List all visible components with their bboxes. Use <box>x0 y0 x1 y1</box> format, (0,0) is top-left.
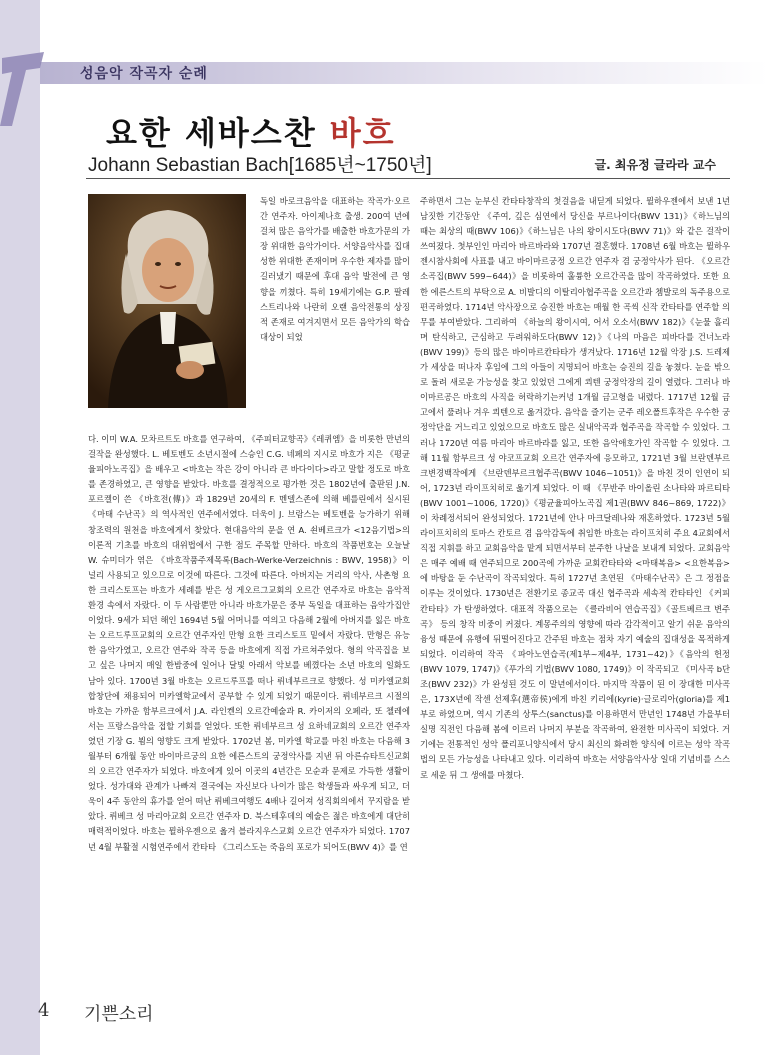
page-number: 4 <box>38 1000 50 1021</box>
decorative-letter-mark <box>0 48 46 128</box>
composer-portrait-icon <box>88 194 246 408</box>
article-column-1-top: 독일 바로크음악을 대표하는 작곡가·오르간 연주자. 아이제나흐 출생. 200여 년에 걸쳐 많은 음악가를 배출한 바흐가문의 가장 위대한 음악가이다. 서양음악사를 집대성한 위대한 존재이며 우수한 제자를 많이 길러냈기 때문에 후대 음악 발전에 큰 영향을 끼쳤다. 특히 19세기에는 G.P. 팔레스트리나와 나란히 오랜 음악전통의 상징적 존재로 여겨지면서 모든 음악가의 학습 대상이 되었 <box>260 196 410 342</box>
title-divider <box>86 178 730 179</box>
article-column-2: 주하면서 그는 눈부신 칸타타창작의 첫걸음을 내딛게 되었다. 뮐하우젠에서 보낸 1년 남짓한 기간동안 《주여, 깊은 심연에서 당신을 부르나이다(BWV 131)》《하느님의 때는 최상의 때(BWV 106)》《하느님은 나의 왕이시도다(BWV 71)》와 같은 걸작이 쓰여졌다. 첫부인인 마리아 바르바라와 1707년 결혼했다. 1708년 6월 바흐는 뮐하우젠시참사회에 사표를 내고 바이마르궁정 오르간 연주자 겸 궁정악사가 된다. 《오르간소곡집(BWV 599~644)》을 비롯하여 훌륭한 오르간곡을 많이 작곡하였다. 또한 요한 에른스트의 부탁으로 A. 비발디의 이탈리아협주곡을 오르간과 쳄발로의 독주용으로 편곡하였다. 1714년 악사장으로 승진한 바흐는 매월 한 곡씩 신작 칸타타를 연주할 의무를 부여받았다. 그리하여 《하늘의 왕이시여, 어서 오소서(BWV 182)》《눈물 흘리며 탄식하고, 근심하고 두려워하도다(BWV 12)》《나의 마음은 피바다를 건너노라(BWV 199)》등의 많은 바이마르칸타타가 생겨났다. 1716년 12월 악장 J.S. 드레제가 세상을 떠나자 후임에 그의 아들이 지명되어 바흐는 승진의 길을 놓쳤다. 눈을 밖으로 돌려 새로운 가능성을 찾고 있었던 그에게 쾨텐 궁정악장의 길이 열렸다. 그러나 바이마르공은 바흐의 사직을 허락하기는커녕 1개월 금고형을 내렸다. 1717년 12월 금고에서 풀려나 겨우 쾨텐으로 옮겨갔다. 음악을 즐기는 군주 레오폴트후작은 우수한 궁정악단을 거느리고 있었으므로 바흐도 많은 실내악곡과 협주곡을 작곡할 수 있었다. 그러나 1720년 여름 마리아 바르바라를 잃고, 또한 음악애호가인 작곡할 수 있었다. 그 해 11월 함부르크 성 야코프교회 오르간 연주자에 응모하고, 1721년 3월 브란덴부르크변경백작에게 《브란덴부르크협주곡(BWV 1046~1051)》을 바친 것이 인연이 되어, 1723년 라이프치히로 옮기게 되었다. 이 때 《무반주 바이올린 소나타와 파르티타(BWV 1001~1006, 1720)》《평균율피아노곡집 제1권(BWV 846~869, 1722)》이 차례정서되어 완성되었다. 1721년에 안나 마크달레나와 재혼하였다. 1723년 5월 라이프치히의 토마스 칸토르 겸 음악감독에 취임한 바흐는 라이프치히 주요 4교회에서 직접 지휘를 하고 교회음악을 맡게 되면서부터 분주한 나날을 보내게 되었다. 교회음악은 매주 예배 때 연주되므로 200곡에 가까운 교회칸타타와 <마태복음> <요한복음>에 바탕을 둔 수난곡이 작곡되었다. 특히 1727년 초연된 《마태수난곡》은 그 정점을 이루는 것이었다. 1730년은 전환기로 종교곡 대신 협주곡과 세속적 칸타타인 《커피 칸타타》가 탄생하였다. 대표적 작품으로는 《클라비어 연습곡집》《골트베르크 변주곡》 등의 창작 비중이 커졌다. 계몽주의의 영향에 따라 감각적이고 알기 쉬운 음악의 융성 때문에 유행에 뒤떨어진다고 간주된 바흐는 점차 자기 예술의 집대성을 목적하게 되었다. 이리하여 작곡 《파아노연습곡(제1부~제4부, 1731~42)》《음악의 헌정(BWV 1079, 1747)》《푸가의 기법(BWV 1080, 1749)》이 작곡되고 《미사곡 b단조(BWV 232)》가 완성된 것도 이 말년에서이다. 마지막 작품이 된 이 장대한 미사곡은, 173X년에 작센 선제후(選帝侯)에게 바친 키리에(kyrie)·글로리아(gloria)를 제1부로 하였으며, 역시 기존의 상투스(sanctus)를 이용하면서 만년인 1748년 가을부터 실명 직전인 다음해 봄에 이르러 나머지 부분을 작곡하여, 완전한 미사곡이 되었다. 거기에는 전통적인 성악 폴리포니양식에서 당시 최신의 화려한 양식에 이르는 성악 작곡법의 모든 가능성을 나타내고 있다. 이리하여 바흐는 서양음악사상 일대 기념비를 스스로 세운 뒤 그 생애를 마쳤다. <box>420 196 730 780</box>
page-subtitle: Johann Sebastian Bach[1685년~1750년] <box>88 155 432 176</box>
series-title: 성음악 작곡자 순례 <box>80 66 208 82</box>
page-title <box>106 108 396 154</box>
title-highlight: 바흐 <box>329 114 396 152</box>
side-strip <box>0 0 40 1055</box>
article-column-1-bottom: 다. 이미 W.A. 모차르트도 바흐를 연구하여, 《주피터교향곡》《레퀴엠》을 비롯한 만년의 걸작을 완성했다. L. 베토벤도 소년시절에 스승인 C.G. 네페의 지시로 바흐가 지은 《평균율피아노곡집》을 배우고 <바흐는 작은 강이 아니라 큰 바다이다>라고 말할 정도로 바흐를 존경하였고, 큰 영향을 받았다. 바흐를 결정적으로 평가한 것은 1802년에 출판된 J.N. 포르켈이 쓴 《바흐전(傳)》과 1829년 20세의 F. 멘델스존에 의해 베를린에서 실시된 《마태 수난곡》의 역사적인 연주에서였다. 더욱이 J. 브람스는 베토벤을 능가하기 위해 창조력의 원천을 바흐에게서 찾았다. 현대음악의 문을 연 A. 쇤베르크가 <12음기법>의 이론적 기초를 바흐의 대위법에서 구한 점도 주목할 만하다. 바흐의 작품번호는 오늘날 W. 슈미더가 엮은 《바흐작품주제목록(Bach-Werke-Verzeichnis : BWV, 1958)》이 널리 사용되고 있으므로 이것에 따른다. 그것에 따른다. 아버지는 거리의 악사, 사촌형 요한 크리스토프는 바흐가 세례를 받은 성 게오르그교회의 오르간 연주자로 바흐는 음악적 환경 속에서 자랐다. 이 두 사람뿐만 아니라 바흐가문은 중부 독일을 대표하는 음악가집안이었다. 9세가 되던 해인 1694년 5월 어머니를 여의고 다음해 2월에 아버지를 잃은 바흐는 오르드루프교회의 오르간 연주자인 만형 요한 크리스토프 밑에서 자랐다. 만형은 유능한 음악가였고, 오르간 연주와 작곡 등을 바흐에게 직접 가르쳐주었다. 형의 악곡집을 보고 싶은 나머지 매일 한밤중에 일어나 달빛 아래서 악보를 베꼈다는 소년 바흐의 일화도 남아 있다. 1700년 3월 바흐는 오르드루프를 떠나 뤼네부르크로 향했다. 성 미카엘교회 합창단에 채용되어 미카엘학교에서 공부할 수 있게 되었기 때문이다. 뤼네부르크 시절의 바흐는 가까운 함부르크에서 J.A. 라인켄의 오르간예술과 R. 카이저의 오페라, 또 첼레에서는 프랑스음악을 접할 기회를 얻었다. 또한 뤼네부르크 성 요하네교회의 오르간 연주자였던 기장 G. 뵘의 영향도 크게 받았다. 1702년 봄, 미카엘 학교를 마친 바흐는 다음해 3월부터 6개월 동안 바이마르궁의 요한 에른스트의 궁정악사를 지낸 뒤 아른슈타트신교회의 오르간 연주자가 되었다. 바흐에게 있어 이곳의 4년간은 모순과 문제로 가득한 생활이었다. 성가대와 관계가 나빠져 결국에는 자신보다 나이가 많은 학생들과 싸우게 되고, 더욱이 4주 동안의 휴가를 얻어 떠난 뤼베크여행도 4배나 길어져 성직회의에서 꾸지람을 받았다. 뤼베크 성 마리아교회 오르간 연주자 D. 북스테후데의 예술은 젊은 바흐에게 대단히 매력적이었다. 바흐는 뮐하우젠으로 옮겨 블라지우스교회 오르간 연주자가 되었다. 1707년 4월 부활절 시험연주에서 칸타타 《그리스도는 죽음의 포로가 되어도(BWV 4)》를 연 <box>88 434 410 852</box>
title-main: 요한 세바스찬 <box>106 114 330 152</box>
author-credit: 글. 최유정 글라라 교수 <box>594 158 716 172</box>
magazine-name: 기쁜소리 <box>84 1004 154 1025</box>
